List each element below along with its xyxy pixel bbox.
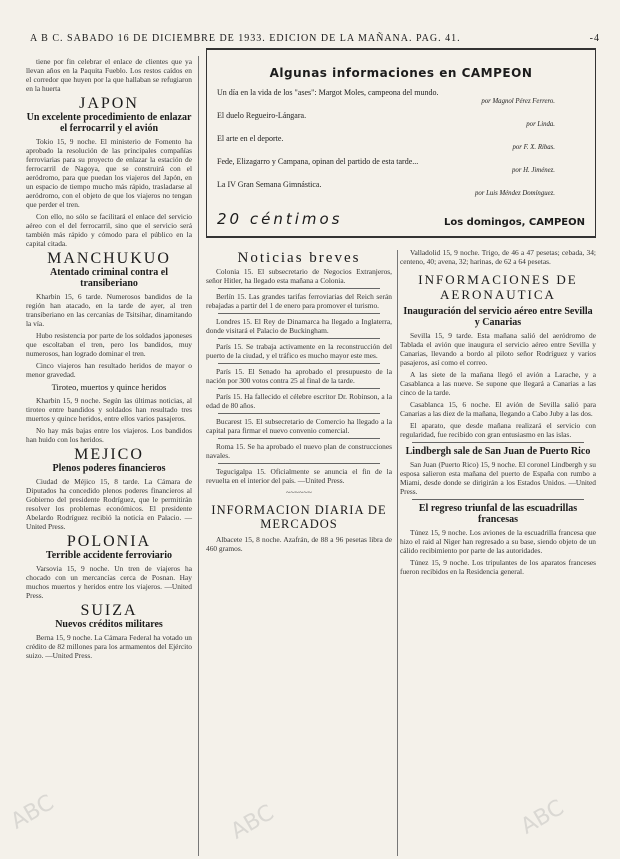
article-manchukuo-body-2: Hubo resistencia por parte de los soldados japoneses que escoltaban el tren, pero los bandidos, muy numerosos, han logrado dominar el tren. (26, 331, 192, 358)
campeon-box-wrap (206, 48, 596, 238)
article-aero-body-3: Casablanca 15, 6 noche. El avión de Sevilla salió para Canarias a las diez de la mañana, llegando a Cabo Juby a las dos. (400, 400, 596, 418)
article-escuadrillas-body-2: Túnez 15, 9 noche. Los tripulantes de los aparatos franceses fueron recibidos en la Residencia general. (400, 558, 596, 576)
article-manchukuo-body-3: Cinco viajeros han resultado heridos de mayor o menor gravedad. (26, 361, 192, 379)
campeon-byline-3: por F. X. Ribas. (512, 144, 555, 151)
campeon-sunday-line: Los domingos, CAMPEON (444, 217, 585, 228)
headline-manchukuo: Atentado criminal contra el transiberiano (49, 267, 169, 289)
news-item: Roma 15. Se ha aprobado el nuevo plan de construcciones navales. (206, 442, 392, 460)
article-japon-body-2: Con ello, no sólo se facilitará el enlace del servicio aéreo con el del ferrocarril, sino que el servicio será también más rápido y cómodo para el público en la capital citada. (26, 212, 192, 248)
campeon-byline-2: por Linda. (526, 121, 555, 128)
campeon-line-2: El duelo Regueiro-Lángara. (217, 111, 307, 120)
headline-lindbergh: Lindbergh sale de San Juan de Puerto Rico (405, 446, 591, 457)
article-aero-body-4: El aparato, que desde mañana realizará el servicio con regularidad, fue recibido con gran entusiasmo en las islas. (400, 421, 596, 439)
divider (412, 442, 584, 443)
article-manchukuo-body-5: No hay más bajas entre los viajeros. Los bandidos han huido con los heridos. (26, 426, 192, 444)
left-column (26, 57, 192, 663)
campeon-footer (217, 210, 585, 228)
ornament-divider: ~~~~~~ (286, 488, 312, 497)
article-manchukuo-body-4: Kharbin 15, 9 noche. Según las últimas noticias, al tiroteo entre bandidos y soldados han resultado tres muertos y quince heridos, entre ellos varios pasajeros. (26, 396, 192, 423)
column-rule-2 (397, 250, 398, 856)
page-header (30, 33, 600, 44)
article-mercados-body: Albacete 15, 8 noche. Azafrán, de 88 a 96 pesetas libra de 460 gramos. (206, 535, 392, 553)
campeon-byline-1: por Magnol Pérez Ferrero. (481, 98, 555, 105)
news-item: Bucarest 15. El subsecretario de Comercio ha llegado a la capital para firmar el nuevo convenio comercial. (206, 417, 392, 435)
campeon-line-1: Un día en la vida de los "ases": Margot Moles, campeona del mundo. (217, 88, 439, 97)
headline-suiza: Nuevos créditos militares (55, 619, 163, 630)
section-mercados: INFORMACION DIARIA DE MERCADOS (211, 503, 387, 531)
news-item: París 15. Ha fallecido el célebre escritor Dr. Robinson, a la edad de 80 años. (206, 392, 392, 410)
campeon-line-5: La IV Gran Semana Gimnástica. (217, 180, 322, 189)
campeon-line-4: Fede, Elizagarro y Campana, opinan del partido de esta tarde... (217, 157, 419, 166)
article-mejico-body: Ciudad de Méjico 15, 8 tarde. La Cámara de Diputados ha concedido plenos poderes financieros al Gobierno del presidente Rodríguez, que le permitirán resolver los problemas económicos. El presidente Abelardo Rodríguez recibió la noticia en Palacio. —United Press. (26, 477, 192, 531)
article-aero-body-1: Sevilla 15, 9 tarde. Esta mañana salió del aeródromo de Tablada el avión que inaugura el servicio aéreo entre Sevilla y Canarias, llevando a bordo al piloto señor Rodríguez y varios pasajeros, así como el correo. (400, 331, 596, 367)
headline-mejico: Plenos poderes financieros (52, 463, 166, 474)
campeon-advertisement (206, 48, 596, 238)
divider (218, 388, 380, 389)
news-item: Londres 15. El Rey de Dinamarca ha llegado a Inglaterra, donde visitará el Palacio de Buckingham. (206, 317, 392, 335)
abc-watermark: ABC (516, 795, 569, 840)
section-japon: JAPON (79, 95, 139, 112)
news-item: Colonia 15. El subsecretario de Negocios Extranjeros, señor Hitler, ha llegado esta mañana a Colonia. (206, 267, 392, 285)
divider (218, 288, 380, 289)
header-page-mark: -4 (589, 33, 600, 44)
news-item: Tegucigalpa 15. Oficialmente se anuncia el fin de la revuelta en el interior del país. —United Press. (206, 467, 392, 485)
divider (218, 338, 380, 339)
section-suiza: SUIZA (80, 602, 138, 619)
divider (412, 499, 584, 500)
campeon-line-3: El arte en el deporte. (217, 134, 284, 143)
header-dateline: A B C. SABADO 16 DE DICIEMBRE DE 1933. EDICION DE LA MAÑANA. PAG. 41. (30, 33, 461, 44)
subhead-manchukuo: Tiroteo, muertos y quince heridos (51, 382, 167, 392)
headline-japon: Un excelente procedimiento de enlazar el ferrocarril y el avión (26, 112, 192, 134)
news-item: París 15. Se trabaja activamente en la reconstrucción del puerto de la ciudad, y el tráfico es mucho mayor este mes. (206, 342, 392, 360)
article-japon-body: Tokio 15, 9 noche. El ministerio de Fomento ha aprobado la resolución de las principales compañías ferroviarias para su proyecto de enlazar la estación de ferrocarril de Nagoya, que se construirá con el aeródromo, para que puedan los viajeros del Japón, en un espacio de tiempo mucho más rápido, trasladarse al aeródromo, con el objeto de que los viajeros no tengan que perder el tren. (26, 137, 192, 209)
article-suiza-body: Berna 15, 9 noche. La Cámara Federal ha votado un crédito de 82 millones para los armamentos del Ejército suizo. —United Press. (26, 633, 192, 660)
section-mejico: MEJICO (74, 446, 144, 463)
campeon-byline-5: por Luis Méndez Domínguez. (474, 190, 555, 197)
section-noticias-breves: Noticias breves (237, 250, 361, 266)
campeon-title: Algunas informaciones en CAMPEON (269, 66, 533, 80)
section-polonia: POLONIA (66, 533, 152, 550)
abc-watermark: ABC (6, 790, 59, 835)
section-aeronautica: INFORMACIONES DE AERONAUTICA (418, 272, 578, 302)
article-polonia-body: Varsovia 15, 9 noche. Un tren de viajeros ha chocado con un mercancías cerca de Posnan. Hay muchos muertos y heridos entre los viajeros. —United Press. (26, 564, 192, 600)
section-manchukuo: MANCHUKUO (47, 250, 171, 267)
news-item: París 15. El Senado ha aprobado el presupuesto de la nación por 300 votos contra 25 al final de la tarde. (206, 367, 392, 385)
article-escuadrillas-body: Túnez 15, 9 noche. Los aviones de la escuadrilla francesa que hizo el raid al Niger han regresado a su base, siendo objeto de un cálido recibimiento por parte de las autoridades. (400, 528, 596, 555)
divider (218, 363, 380, 364)
headline-escuadrillas: El regreso triunfal de las escuadrillas francesas (418, 503, 578, 525)
headline-sevilla-canarias: Inauguración del servicio aéreo entre Sevilla y Canarias (403, 306, 593, 328)
divider (218, 463, 380, 464)
column-rule (198, 56, 199, 856)
intro-paragraph: tiene por fin celebrar el enlace de clientes que ya llevan años en la Paquita Fueblo. Los restos caídos en el corredor que huyen por la que hallaban se refugiaron en la huerta (26, 57, 192, 93)
campeon-byline-4: por H. Jiménez. (511, 167, 555, 174)
right-column (400, 248, 596, 579)
headline-polonia: Terrible accidente ferroviario (45, 550, 173, 561)
article-lindbergh-body: San Juan (Puerto Rico) 15, 9 noche. El coronel Lindbergh y su esposa salieron esta mañana del puerto de España con rumbo a Miami, desde donde se dirigirán a los Estados Unidos. —United Press. (400, 460, 596, 496)
campeon-price: 20 céntimos (217, 210, 343, 228)
article-aero-body-2: A las siete de la mañana llegó el avión a Larache, y a Casablanca a las nueve. Se supone que llegará a Canarias a las cinco de la tarde. (400, 370, 596, 397)
divider (218, 413, 380, 414)
market-prices-valladolid: Valladolid 15, 9 noche. Trigo, de 46 a 47 pesetas; cebada, 34; centeno, 40; avena, 32; harinas, de 62 a 64 pesetas. (400, 248, 596, 266)
divider (218, 313, 380, 314)
news-item: Berlín 15. Las grandes tarifas ferroviarias del Reich serán rebajadas a partir del 1 de enero para promover el turismo. (206, 292, 392, 310)
abc-watermark: ABC (226, 800, 279, 845)
divider (218, 438, 380, 439)
article-manchukuo-body: Kharbin 15, 6 tarde. Numerosos bandidos de la región han atacado, en la tarde de ayer, al tren transiberiano en las cercanías de Tsitsihar, dinamitando la vía. (26, 292, 192, 328)
middle-column (206, 248, 392, 556)
